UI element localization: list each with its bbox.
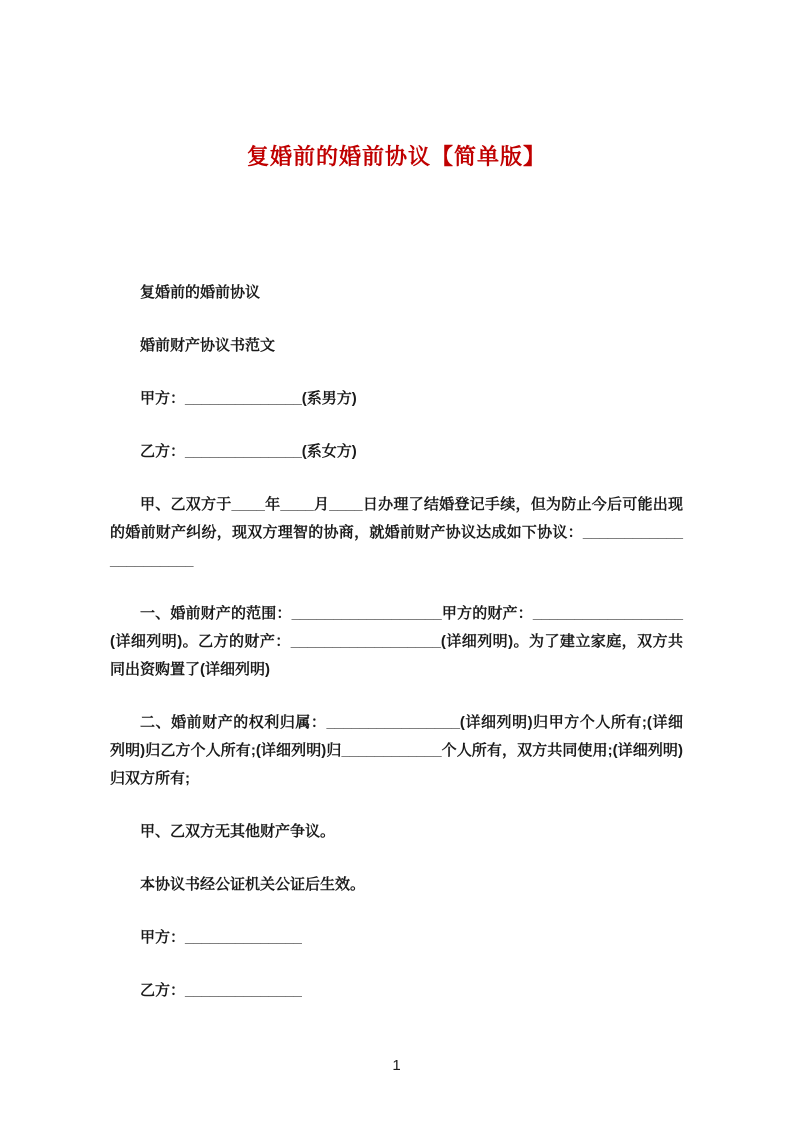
page-number: 1 bbox=[392, 1057, 401, 1074]
paragraph-clause-2: 二、婚前财产的权利归属：________________(详细列明)归甲方个人所有;(详细列明)归乙方个人所有;(详细列明)归____________个人所有，双方共同使用;(详细列明)归双方所有; bbox=[110, 714, 683, 787]
paragraph-signature-b: 乙方：______________ bbox=[140, 982, 302, 999]
document-title: 复婚前的婚前协议【简单版】 bbox=[246, 144, 546, 169]
paragraph-heading: 复婚前的婚前协议 bbox=[140, 284, 261, 301]
paragraph-no-dispute: 甲、乙双方无其他财产争议。 bbox=[140, 823, 336, 840]
paragraph-party-a: 甲方：______________(系男方) bbox=[140, 390, 357, 407]
paragraph-signature-a: 甲方：______________ bbox=[140, 929, 302, 946]
paragraph-clause-1: 一、婚前财产的范围：__________________甲方的财产：__________________(详细列明)。乙方的财产：__________________(详细列明)。为了建立家庭，双方共同出资购置了(详细列明) bbox=[110, 605, 683, 678]
paragraph-preamble: 甲、乙双方于____年____月____日办理了结婚登记手续，但为防止今后可能出现的婚前财产纠纷，现双方理智的协商，就婚前财产协议达成如下协议：______________________ bbox=[110, 496, 683, 569]
paragraph-subheading: 婚前财产协议书范文 bbox=[140, 337, 276, 354]
paragraph-notarization: 本协议书经公证机关公证后生效。 bbox=[140, 876, 366, 893]
paragraph-party-b: 乙方：______________(系女方) bbox=[140, 443, 357, 460]
document-body bbox=[110, 279, 683, 1005]
